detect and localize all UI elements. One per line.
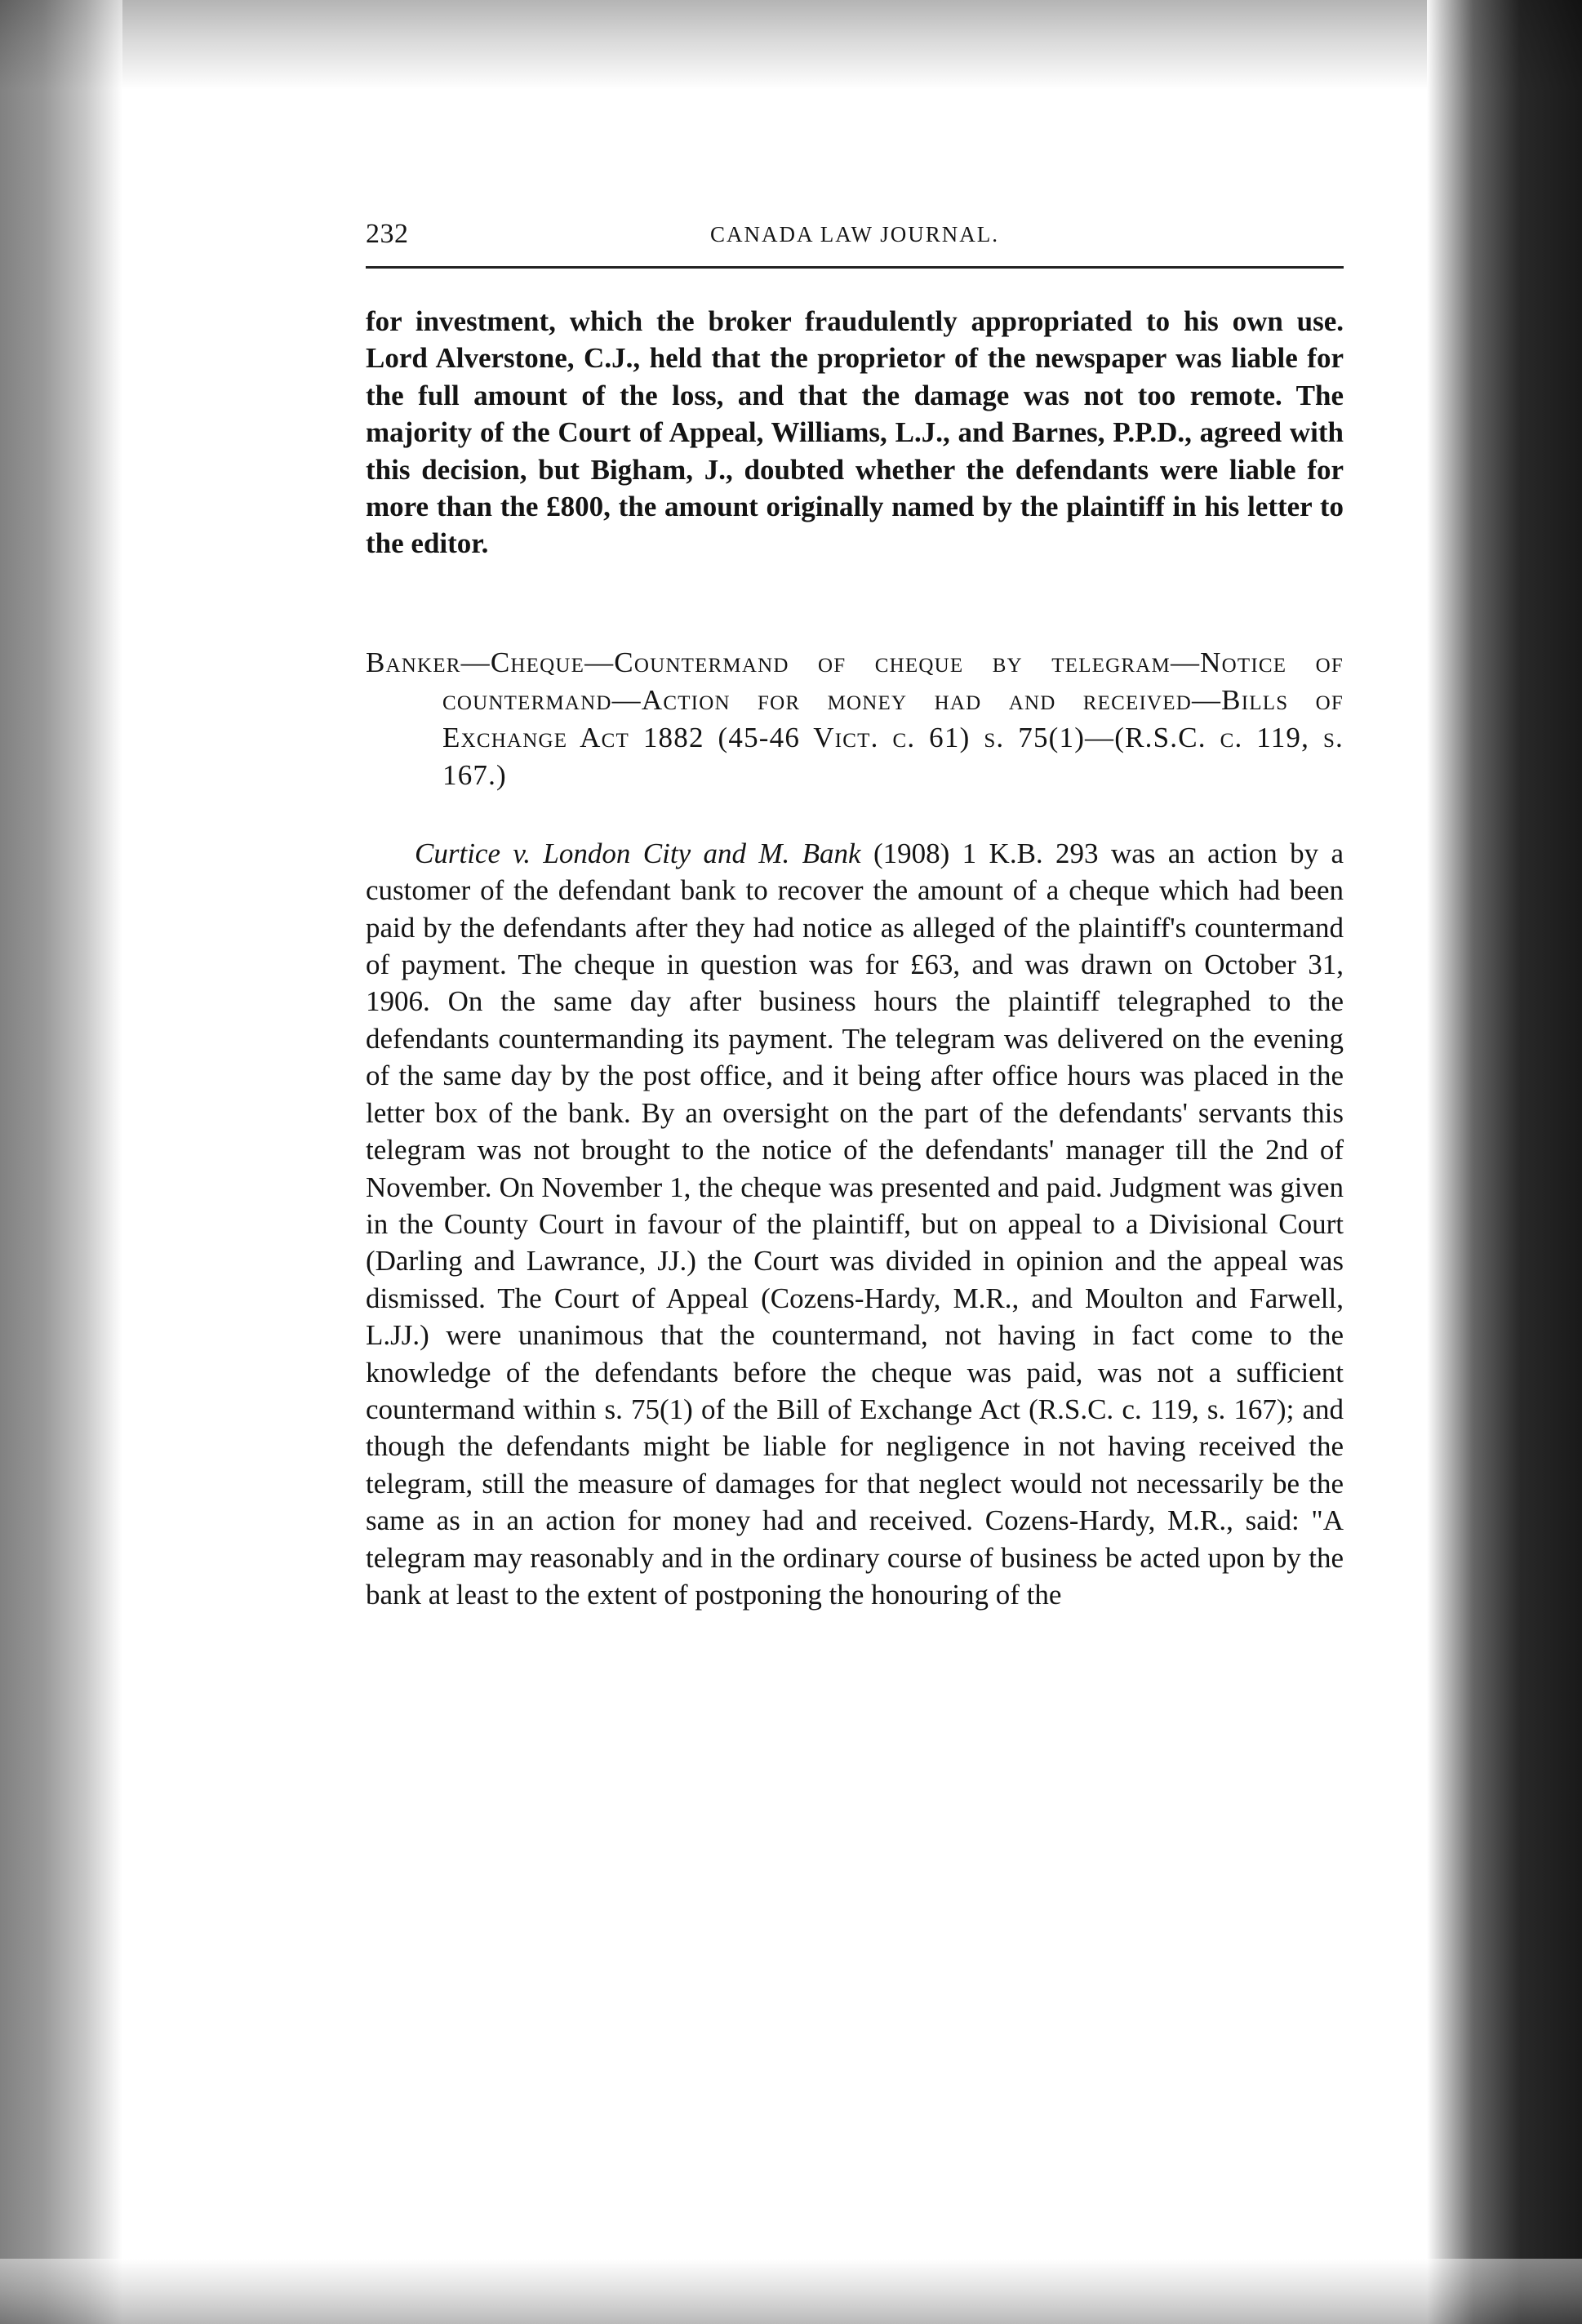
scan-shadow-top	[0, 0, 1582, 90]
journal-page	[366, 214, 1344, 1613]
scan-shadow-bottom	[0, 2259, 1582, 2324]
running-head	[366, 214, 1344, 263]
case-citation: Curtice v. London City and M. Bank	[415, 837, 861, 869]
page-number: 232	[366, 219, 409, 249]
scan-shadow-right	[1427, 0, 1582, 2324]
scan-shadow-left	[0, 0, 122, 2324]
continued-paragraph: for investment, which the broker fraudulently appropriated to his own use. Lord Alverstone, C.J., held that the proprietor of the newspaper was liable for the full amount of the loss, and that the damage was not too remote. The majority of the Court of Appeal, Williams, L.J., and Barnes, P.P.D., agreed with this decision, but Bigham, J., doubted whether the defendants were liable for more than the £800, the amount originally named by the plaintiff in his letter to the editor.	[366, 305, 1344, 560]
case-body: (1908) 1 K.B. 293 was an action by a customer of the defendant bank to recover the amount of a cheque which had been paid by the defendants after they had notice as alleged of the plaintiff's countermand of payment. The cheque in question was for £63, and was drawn on October 31, 1906. On the same day after business hours the plaintiff telegraphed to the defendants countermanding its payment. The telegram was delivered on the evening of the same day by the post office, and it being after office hours was placed in the letter box of the bank. By an oversight on the part of the defendants' servants this telegram was not brought to the notice of the defendants' manager till the 2nd of November. On November 1, the cheque was presented and paid. Judgment was given in the County Court in favour of the plaintiff, but on appeal to a Divisional Court (Darling and Lawrance, JJ.) the Court was divided in opinion and the appeal was dismissed. The Court of Appeal (Cozens-Hardy, M.R., and Moulton and Farwell, L.JJ.) were unanimous that the countermand, not having in fact come to the knowledge of the defendants before the cheque was paid, was not a sufficient countermand within s. 75(1) of the Bill of Exchange Act (R.S.C. c. 119, s. 167); and though the defendants might be liable for negligence in not having received the telegram, still the measure of damages for that neglect would not necessarily be the same as in an action for money had and received. Cozens-Hardy, M.R., said: "A telegram may reasonably and in the ordinary course of business be acted upon by the bank at least to the extent of postponing the honouring of the	[366, 837, 1344, 1611]
journal-title: CANADA LAW JOURNAL.	[709, 222, 1000, 247]
header-rule	[366, 266, 1344, 269]
case-heading: Banker—Cheque—Countermand of cheque by telegram—Notice of countermand—Action for money had and received—Bills of Exchange Act 1882 (45-46 Vict. c. 61) s. 75(1)—(R.S.C. c. 119, s. 167.)	[366, 646, 1344, 791]
case-paragraph	[366, 835, 1344, 1614]
